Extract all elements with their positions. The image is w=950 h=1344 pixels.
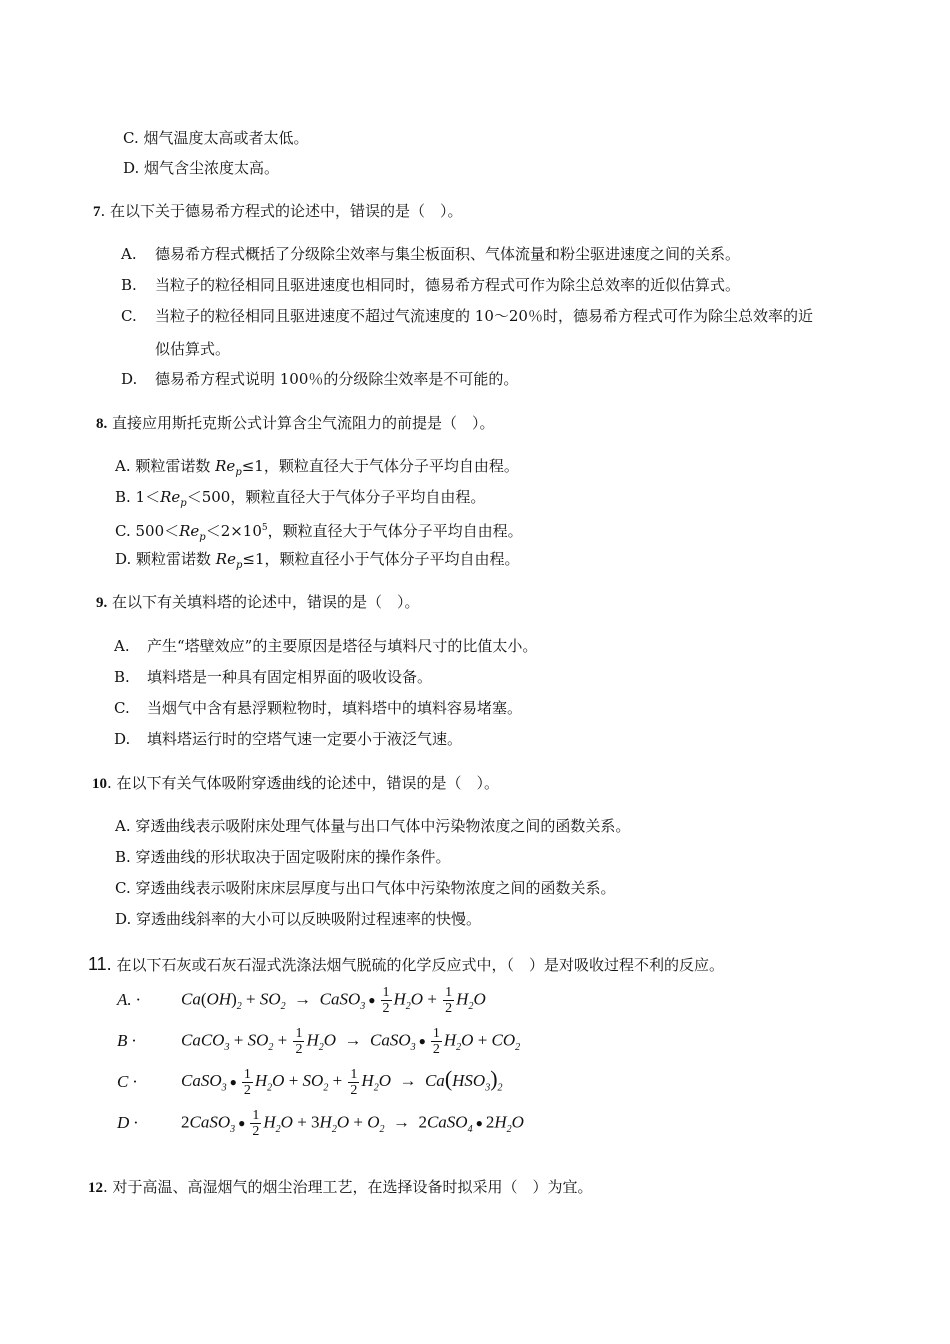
option-text: ≤1，颗粒直径大于气体分子平均自由程。 xyxy=(241,457,519,475)
equation-label: C · xyxy=(117,1072,137,1091)
option-text: 德易希方程式说明 100％的分级除尘效率是不可能的。 xyxy=(155,370,519,388)
equation-body: CaSO$_3$ ● $\frac{1}{2}$ $H_2O + SO_2$ + $\frac{1}{2}$ $H_2O \to Ca(HSO_3)_2$ xyxy=(181,1066,503,1098)
q9-option-c xyxy=(114,698,522,718)
q10-option-c: C. 穿透曲线表示吸附床床层厚度与出口气体中污染物浓度之间的函数关系。 xyxy=(115,879,616,897)
fraction: $\frac{1}{2}$ xyxy=(295,1025,303,1057)
question-number: 8. xyxy=(96,416,108,432)
option-c: C. 烟气温度太高或者太低。 xyxy=(123,129,309,147)
superscript: 5 xyxy=(261,523,268,533)
option-text: 德易希方程式概括了分级除尘效率与集尘板面积、气体流量和粉尘驱进速度之间的关系。 xyxy=(155,245,741,263)
question-text: . 对于高温、高湿烟气的烟尘治理工艺，在选择设备时拟采用（ ）为宜。 xyxy=(103,1178,593,1196)
subscript: p xyxy=(235,560,243,571)
fraction: $\frac{1}{2}$ xyxy=(382,984,390,1016)
option-text: A. 颗粒雷诺数 xyxy=(115,457,216,475)
question-12-stem xyxy=(88,1177,593,1198)
question-11-stem xyxy=(88,954,724,975)
fraction: $\frac{1}{2}$ xyxy=(445,984,453,1016)
reynolds-symbol: Re xyxy=(215,550,236,568)
question-text: 在以下有关填料塔的论述中，错误的是（ ）。 xyxy=(107,593,420,611)
question-8-stem xyxy=(96,413,495,434)
equation-body: 2CaSO$_3$ ● $\frac{1}{2}$ $H_2O + 3H_2O + O_2$ → 2CaSO$_4$ ● $2H_2O$ xyxy=(181,1107,524,1139)
question-number: 9. xyxy=(96,595,108,611)
option-d: D. 烟气含尘浓度太高。 xyxy=(123,159,280,177)
q8-option-b xyxy=(115,487,485,514)
q9-option-b xyxy=(114,667,432,687)
fraction: $\frac{1}{2}$ xyxy=(432,1025,440,1057)
q10-option-a: A. 穿透曲线表示吸附床处理气体量与出口气体中污染物浓度之间的函数关系。 xyxy=(115,817,631,835)
q9-option-a xyxy=(114,636,537,656)
reynolds-symbol: Re xyxy=(215,457,236,475)
equation-label: B · xyxy=(117,1031,136,1050)
question-text: 直接应用斯托克斯公式计算含尘气流阻力的前提是（ ）。 xyxy=(107,414,495,432)
q8-option-a xyxy=(115,456,519,483)
option-text: ＜2×10 xyxy=(205,522,262,540)
option-label: B. xyxy=(121,276,137,294)
equation-b xyxy=(117,1021,520,1061)
equation-label: A. · xyxy=(117,990,141,1009)
q9-option-d xyxy=(114,729,462,749)
option-text: ＜500，颗粒直径大于气体分子平均自由程。 xyxy=(186,488,486,506)
option-label: C. xyxy=(114,699,130,717)
question-number: 10 xyxy=(92,776,107,792)
q10-option-d: D. 穿透曲线斜率的大小可以反映吸附过程速率的快慢。 xyxy=(115,910,482,928)
fraction: $\frac{1}{2}$ xyxy=(243,1066,251,1098)
equation-label: D · xyxy=(117,1113,138,1132)
question-number: 12 xyxy=(88,1180,103,1196)
fraction: $\frac{1}{2}$ xyxy=(350,1066,358,1098)
q7-option-c xyxy=(121,306,813,326)
option-label: D. xyxy=(114,730,131,748)
equation-d xyxy=(117,1103,524,1143)
subscript: p xyxy=(199,532,206,543)
equation-a xyxy=(117,980,486,1020)
q10-option-b: B. 穿透曲线的形状取决于固定吸附床的操作条件。 xyxy=(115,848,451,866)
option-text: 填料塔运行时的空塔气速一定要小于液泛气速。 xyxy=(147,730,463,748)
option-label: A. xyxy=(114,637,130,655)
question-10-stem xyxy=(92,773,499,794)
q8-option-d xyxy=(115,549,520,576)
question-text: 在以下石灰或石灰石湿式洗涤法烟气脱硫的化学反应式中，（ ）是对吸收过程不利的反应。 xyxy=(111,956,724,974)
equation-c xyxy=(117,1062,503,1102)
equation-body: $Ca(OH)_2 + SO_2$ → CaSO$_3$ ● $\frac{1}{2}$ $H_2O$ + $\frac{1}{2}$ $H_2O$ xyxy=(181,984,486,1016)
subscript: p xyxy=(235,467,242,478)
question-text: . 在以下有关气体吸附穿透曲线的论述中，错误的是（ ）。 xyxy=(107,774,500,792)
option-label: C. xyxy=(121,307,137,325)
q7-option-a xyxy=(121,244,740,264)
q7-option-c-continued: 似估算式。 xyxy=(155,340,231,358)
option-label: D. xyxy=(121,370,138,388)
option-label: B. xyxy=(114,668,130,686)
q7-option-b xyxy=(121,275,740,295)
option-text: 当粒子的粒径相同且驱进速度不超过气流速度的 10～20％时，德易希方程式可作为除尘总效率的近 xyxy=(155,307,813,325)
q8-option-c xyxy=(115,518,523,548)
question-7-stem xyxy=(93,201,463,222)
q7-option-d xyxy=(121,369,518,389)
option-text: ，颗粒直径大于气体分子平均自由程。 xyxy=(267,522,523,540)
question-number: 11. xyxy=(88,954,112,974)
subscript: p xyxy=(180,498,187,509)
question-9-stem xyxy=(96,592,420,613)
option-text: 当烟气中含有悬浮颗粒物时，填料塔中的填料容易堵塞。 xyxy=(147,699,523,717)
reynolds-symbol: Re xyxy=(160,488,181,506)
option-text: D. 颗粒雷诺数 xyxy=(115,550,216,568)
reynolds-symbol: Re xyxy=(179,522,200,540)
equation-body: CaCO$_3$ + $SO_2$ + $\frac{1}{2}$ $H_2O$ → CaSO$_3$ ● $\frac{1}{2}$ $H_2O + CO_2$ xyxy=(181,1025,521,1057)
option-text: 产生“塔壁效应”的主要原因是塔径与填料尺寸的比值太小。 xyxy=(147,637,538,655)
option-text: ≤1，颗粒直径小于气体分子平均自由程。 xyxy=(242,550,520,568)
fraction: $\frac{1}{2}$ xyxy=(252,1107,260,1139)
question-text: . 在以下关于德易希方程式的论述中，错误的是（ ）。 xyxy=(100,202,463,220)
option-text: C. 500＜ xyxy=(115,522,180,540)
option-text: 填料塔是一种具有固定相界面的吸收设备。 xyxy=(147,668,433,686)
question-number: 7 xyxy=(93,204,101,220)
option-label: A. xyxy=(121,245,137,263)
option-text: B. 1＜ xyxy=(115,488,161,506)
option-text: 当粒子的粒径相同且驱进速度也相同时，德易希方程式可作为除尘总效率的近似估算式。 xyxy=(155,276,741,294)
